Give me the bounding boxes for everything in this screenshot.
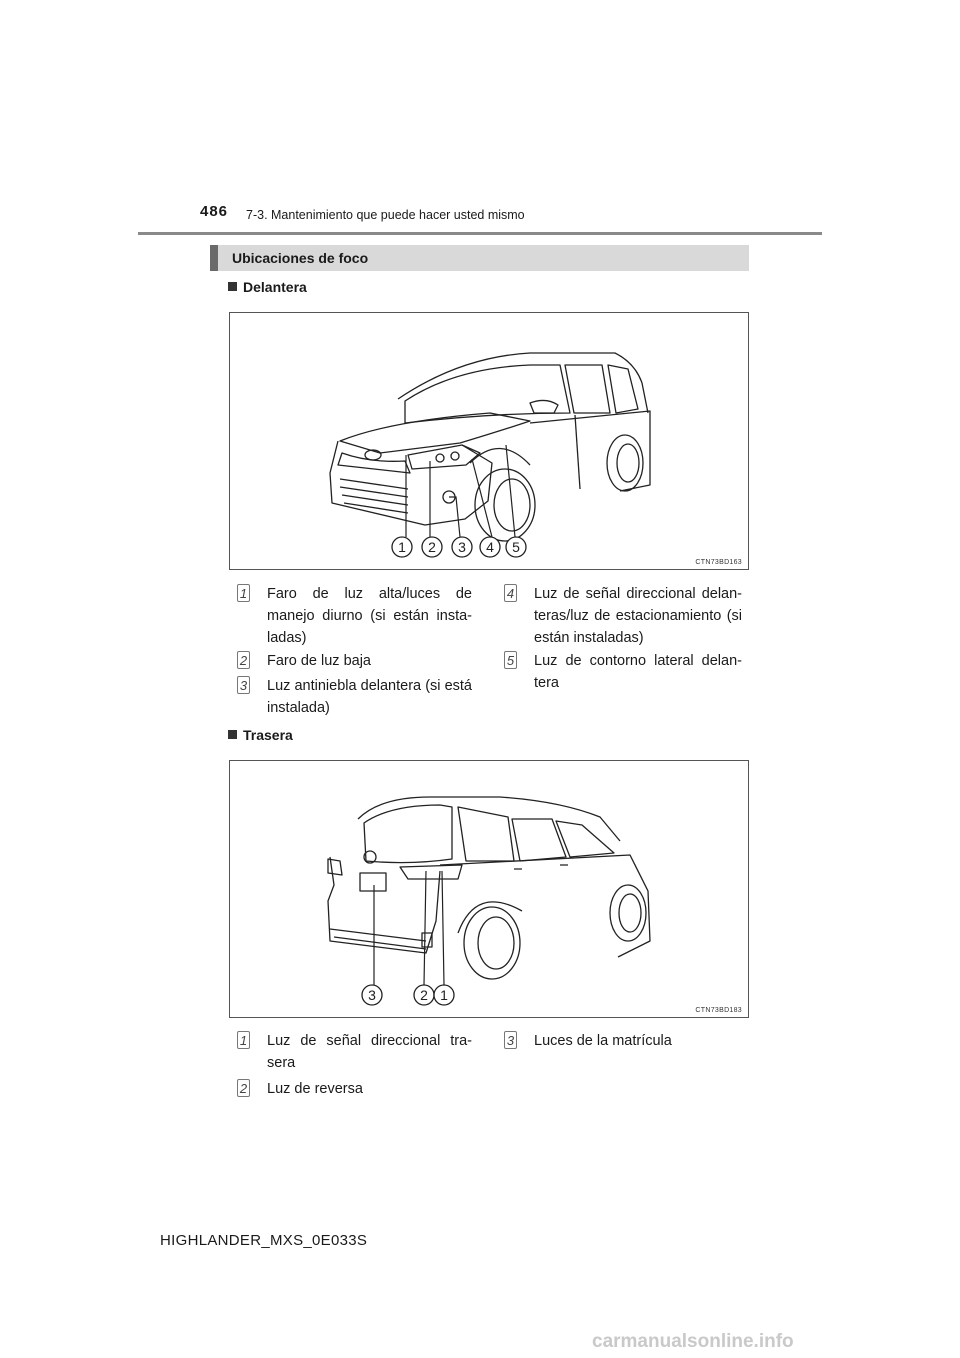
front-vehicle-figure: [229, 312, 749, 570]
rear-suv-illustration: [230, 761, 748, 1017]
rear-vehicle-figure: [229, 760, 749, 1018]
section-title: 7-3. Mantenimiento que puede hacer usted mismo: [246, 208, 525, 222]
front-heading: Delantera: [228, 279, 307, 295]
rear-legend-item-1: 1 Luz de señal direccional tra-sera: [237, 1030, 472, 1074]
svg-text:2: 2: [420, 987, 428, 1003]
square-bullet-icon: [228, 282, 237, 291]
front-legend-item-4: 4 Luz de señal direccional delan-teras/luz de estacionamiento (si están instaladas): [504, 583, 742, 649]
svg-text:2: 2: [428, 539, 436, 555]
svg-text:5: 5: [512, 539, 520, 555]
section-heading-bar: [210, 245, 749, 271]
callout-1: [434, 985, 454, 1005]
front-legend-item-5: 5 Luz de contorno lateral delan-tera: [504, 650, 742, 694]
front-legend-item-2: 2 Faro de luz baja: [237, 650, 472, 672]
svg-text:1: 1: [398, 539, 406, 555]
square-bullet-icon: [228, 730, 237, 739]
callout-5: [506, 537, 526, 557]
section-heading: Ubicaciones de foco: [232, 250, 369, 266]
svg-text:3: 3: [368, 987, 376, 1003]
front-suv-illustration: [230, 313, 748, 569]
document-code: HIGHLANDER_MXS_0E033S: [160, 1232, 368, 1249]
rear-heading: Trasera: [228, 727, 293, 743]
callout-4: [480, 537, 500, 557]
front-legend-item-1: 1 Faro de luz alta/luces de manejo diurno (si están insta-ladas): [237, 583, 472, 649]
svg-text:1: 1: [440, 987, 448, 1003]
figure-code: CTN73BD163: [695, 559, 742, 566]
header-rule: [138, 232, 822, 235]
page-number: 486: [200, 203, 229, 220]
front-legend-item-3: 3 Luz antiniebla delantera (si está instalada): [237, 675, 472, 719]
rear-legend-item-2: 2 Luz de reversa: [237, 1078, 472, 1100]
watermark: carmanualsonline.info: [592, 1331, 794, 1352]
callout-1: [392, 537, 412, 557]
svg-text:4: 4: [486, 539, 494, 555]
svg-text:3: 3: [458, 539, 466, 555]
callout-3: [452, 537, 472, 557]
callout-2: [414, 985, 434, 1005]
rear-legend-item-3: 3 Luces de la matrícula: [504, 1030, 742, 1052]
callout-3: [362, 985, 382, 1005]
callout-2: [422, 537, 442, 557]
figure-code: CTN73BD183: [695, 1007, 742, 1014]
